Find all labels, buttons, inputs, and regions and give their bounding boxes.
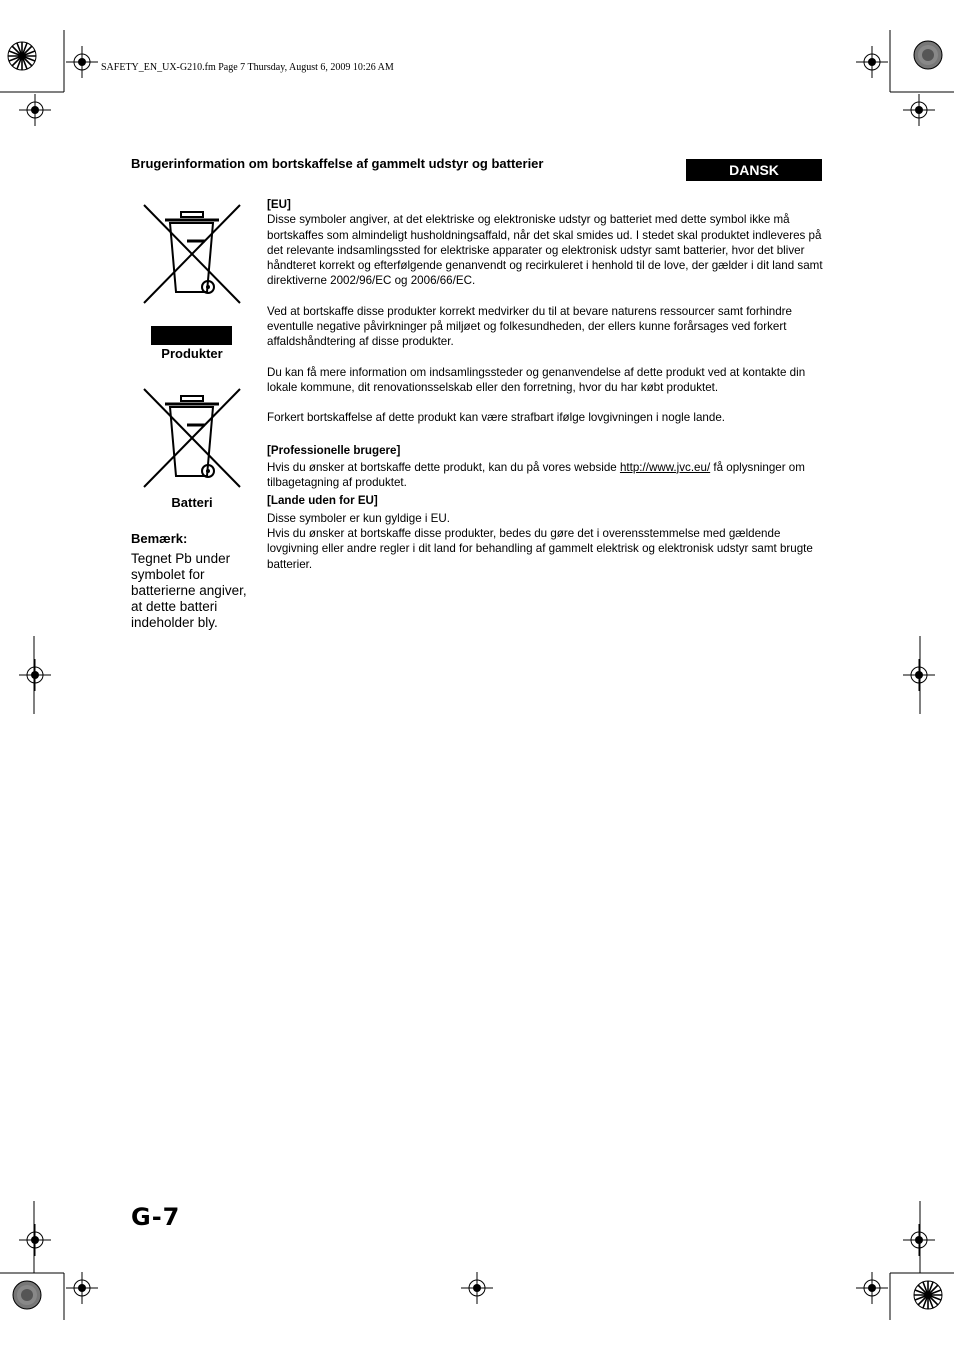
crossed-battery-bin-icon [141,386,243,491]
language-tab: DANSK [686,159,822,181]
professional-heading: [Professionelle brugere] [267,443,401,457]
professional-text-after: få oplysninger om tilbagetagning af produktet. [267,460,805,490]
outside-eu-heading: [Lande uden for EU] [267,494,378,508]
jvc-website-link[interactable]: http://www.jvc.eu/ [619,460,711,474]
eu-paragraph-2: Ved at bortskaffe disse produkter korrekt medvirker du til at bevare naturens ressourcer samt forhindre eventulle negative påvirkninger på miljøet og folkesundheden, der ellers kunne forårsages ved forkert affaldshåndtering af disse produkter. [267,304,792,349]
page-title: Brugerinformation om bortskaffelse af gammelt udstyr og batterier [131,156,544,171]
eu-paragraph-1: Disse symboler angiver, at det elektriske og elektroniske udstyr og batteriet med dette symbol ikke må bortskaffes som almindeligt husholdningsaffald, når det skal smides ud. I stedet skal produktet indleveres på det relevante indsamlingssted for elektriske apparater og elektronisk udstyr samt batterier, hvor det bliver håndteret korrekt og efterfølgende genanvendt og recirkuleret i henhold til de love, der gælder i dit land samt direktiverne 2002/96/EC og 2006/66/EC. [267,213,823,288]
professional-text-before: Hvis du ønsker at bortskaffe dette produkt, kan du på vores webside [267,460,620,474]
black-bar [151,326,232,345]
outside-eu-paragraph-2: Hvis du ønsker at bortskaffe disse produkter, bedes du gøre det i overensstemmelse med gældende lovgivning eller andre regler i dit land for behandling af gammelt elektrisk og elektronisk udstyr samt brugte batterier. [267,527,813,571]
main-text [267,197,827,572]
crossed-bin-icon [141,202,243,307]
outside-eu-paragraph-1: Disse symboler er kun gyldige i EU. [267,511,450,525]
eu-paragraph-4: Forkert bortskaffelse af dette produkt kan være strafbart ifølge lovgivningen i nogle lande. [267,411,725,425]
products-caption: Produkter [161,346,223,361]
battery-caption: Batteri [171,495,213,510]
page-number: G-7 [131,1203,181,1231]
professional-paragraph [267,460,827,491]
file-header: SAFETY_EN_UX-G210.fm Page 7 Thursday, August 6, 2009 10:26 AM [101,62,394,73]
note-body: Tegnet Pb under symbolet for batterierne angiver, at dette batteri indeholder bly. [131,551,247,630]
note-title: Bemærk: [131,531,188,546]
eu-paragraph-3: Du kan få mere information om indsamlingssteder og genanvendelse af dette produkt ved at kontakte din lokale kommune, dit renovationsselskab eller den forretning, hvor du har købt produktet. [267,365,806,394]
eu-heading: [EU] [267,198,291,211]
